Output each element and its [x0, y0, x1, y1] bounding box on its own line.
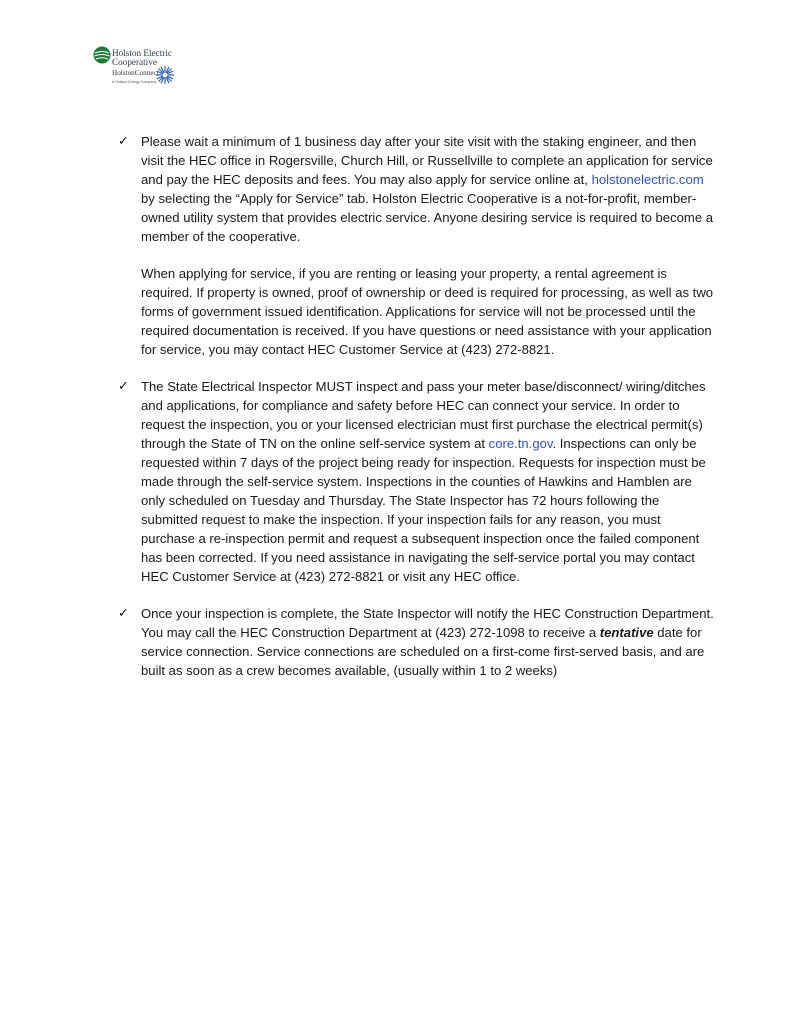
paragraph-connection: [141, 604, 718, 680]
check-mark-icon: ✓: [118, 606, 129, 621]
logo-line-3: HolstonConnect: [112, 69, 159, 77]
check-mark-icon: ✓: [118, 134, 129, 149]
text-segment: date for service connection. Service connections are scheduled on a first-come first-served basis, and are built as soon as a crew becomes available, (usually within 1 to 2 weeks): [141, 625, 705, 678]
document-body: [118, 132, 718, 698]
text-segment: by selecting the “Apply for Service” tab. Holston Electric Cooperative is a not-for-profit, member-owned utility system that provides electric service. Anyone desiring service is required to become a member of the cooperative.: [141, 191, 714, 244]
starburst-icon: [155, 65, 175, 85]
check-mark-icon: ✓: [118, 379, 129, 394]
core-tn-gov-link[interactable]: core.tn.gov: [488, 436, 553, 451]
logo-line-1: Holston Electric: [112, 48, 172, 58]
paragraph-inspection: [141, 377, 718, 586]
text-segment: Once your inspection is complete, the State Inspector will notify the HEC Construction Department. You may call the HEC Construction Department at (423) 272-1098 to receive a: [141, 606, 714, 640]
text-segment: Please wait a minimum of 1 business day after your site visit with the staking engineer, and then visit the HEC office in Rogersville, Church Hill, or Russellville to complete an application for service and pay the HEC deposits and fees. You may also apply for service online at,: [141, 134, 713, 187]
text-segment: . Inspections can only be requested within 7 days of the project being ready for inspection. Requests for inspection must be made through the self-service system. Inspections in the counties of Hawkins and Hamblen are only scheduled on Tuesday and Thursday. The State Inspector has 72 hours following the submitted request to make the inspection. If your inspection fails for any reason, you must purchase a re-inspection permit and request a subsequent inspection once the failed component has been corrected. If you need assistance in navigating the self-service portal you may contact HEC Customer Service at (423) 272-8821 or visit any HEC office.: [141, 436, 706, 584]
paragraph-documentation: When applying for service, if you are renting or leasing your property, a rental agreement is required. If property is owned, proof of ownership or deed is required for processing, as well as two forms of government issued identification. Applications for service will not be processed until the required documentation is received. If you have questions or need assistance with your application for service, you may contact HEC Customer Service at (423) 272-8821.: [141, 266, 714, 357]
logo-line-2: Cooperative: [112, 57, 157, 67]
list-item-inspection: [118, 377, 718, 586]
company-logo: [93, 46, 183, 88]
tentative-emphasis: tentative: [599, 625, 654, 640]
list-item-application: [118, 132, 718, 359]
text-segment: The State Electrical Inspector MUST inspect and pass your meter base/disconnect/ wiring/ditches and applications, for compliance and safety before HEC can connect your service. In order to request the inspection, you or your licensed electrician must first purchase the electrical permit(s) through the State of TN on the online self-service system at: [141, 379, 706, 451]
globe-icon: [93, 46, 111, 64]
holstonelectric-link[interactable]: holstonelectric.com: [591, 172, 704, 187]
list-item-connection: [118, 604, 718, 680]
paragraph-application: [141, 132, 718, 246]
logo-tagline: A Holston Energy Company: [112, 80, 157, 84]
